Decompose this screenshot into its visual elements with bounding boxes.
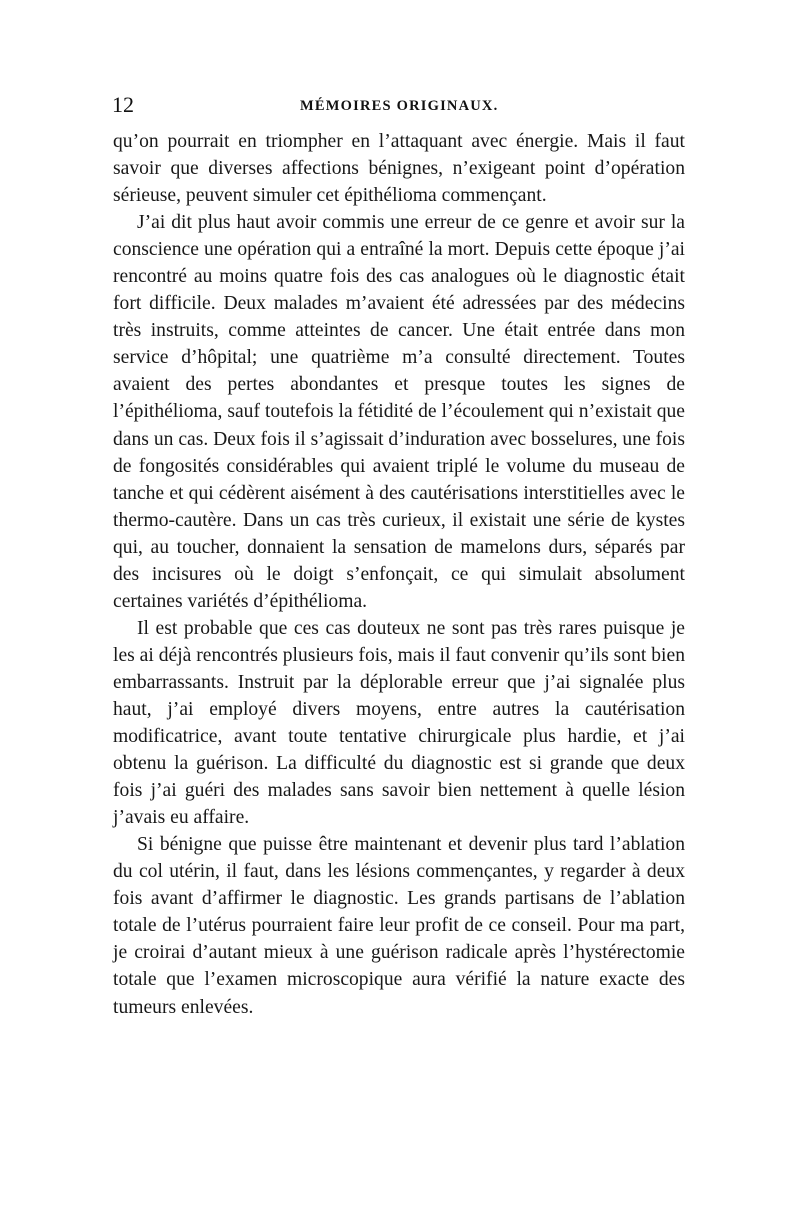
paragraph-doubtful-cases: Il est probable que ces cas douteux ne sont pas très rares puisque je les ai déjà rencontrés plusieurs fois, mais il faut convenir qu’ils sont bien embarrassants. Instruit par la déplorable erreur que j’ai signalée plus haut, j’ai employé divers moyens, entre autres la cautérisation modificatrice, avant toute tentative chirurgicale plus hardie, et j’ai obtenu la guérison. La difficulté du diagnostic est si grande que deux fois j’ai guéri des malades sans savoir bien nettement à quelle lésion j’avais eu affaire. <box>113 617 685 829</box>
page-number: 12 <box>112 92 134 117</box>
paragraph-error-diagnosis: J’ai dit plus haut avoir commis une erreur de ce genre et avoir sur la conscience une opération qui a entraîné la mort. Depuis cette époque j’ai rencontré au moins quatre fois des cas analogues où le diagnostic était fort difficile. Deux malades m’avaient été adressées par des médecins très instruits, comme atteintes de cancer. Une était entrée dans mon service d’hôpital; une quatrième m’a consulté directement. Toutes avaient des pertes abondantes et presque toutes les signes de l’épithélioma, sauf toutefois la fétidité de l’écoulement qui n’existait que dans un cas. Deux fois il s’agissait d’induration avec bosselures, une fois de fongosités considérables qui avaient triplé le volume du museau de tanche et qui cédèrent aisément à des cautérisations interstitielles avec le thermo-cautère. Dans un cas très curieux, il existait une série de kystes qui, au toucher, donnaient la sensation de mamelons durs, séparés par des incisures où le doigt s’enfonçait, ce qui simulait absolument certaines variétés d’épithélioma. <box>113 212 685 612</box>
body-text <box>113 128 685 1021</box>
paragraph-conclusion: Si bénigne que puisse être maintenant et devenir plus tard l’ablation du col utérin, il faut, dans les lésions commençantes, y regarder à deux fois avant d’affirmer le diagnostic. Les grands partisans de l’ablation totale de l’utérus pourraient faire leur profit de ce conseil. Pour ma part, je croirai d’autant mieux à une guérison radicale après l’hystérectomie totale que l’examen microscopique aura vérifié la nature exacte des tumeurs enlevées. <box>113 834 685 1018</box>
running-head: MÉMOIRES ORIGINAUX. <box>300 98 499 114</box>
page-header <box>112 92 684 118</box>
paragraph-continuation: qu’on pourrait en triompher en l’attaquant avec énergie. Mais il faut savoir que diverses affections bénignes, n’exigeant point d’opération sérieuse, peuvent simuler cet épithélioma commençant. <box>113 131 685 207</box>
